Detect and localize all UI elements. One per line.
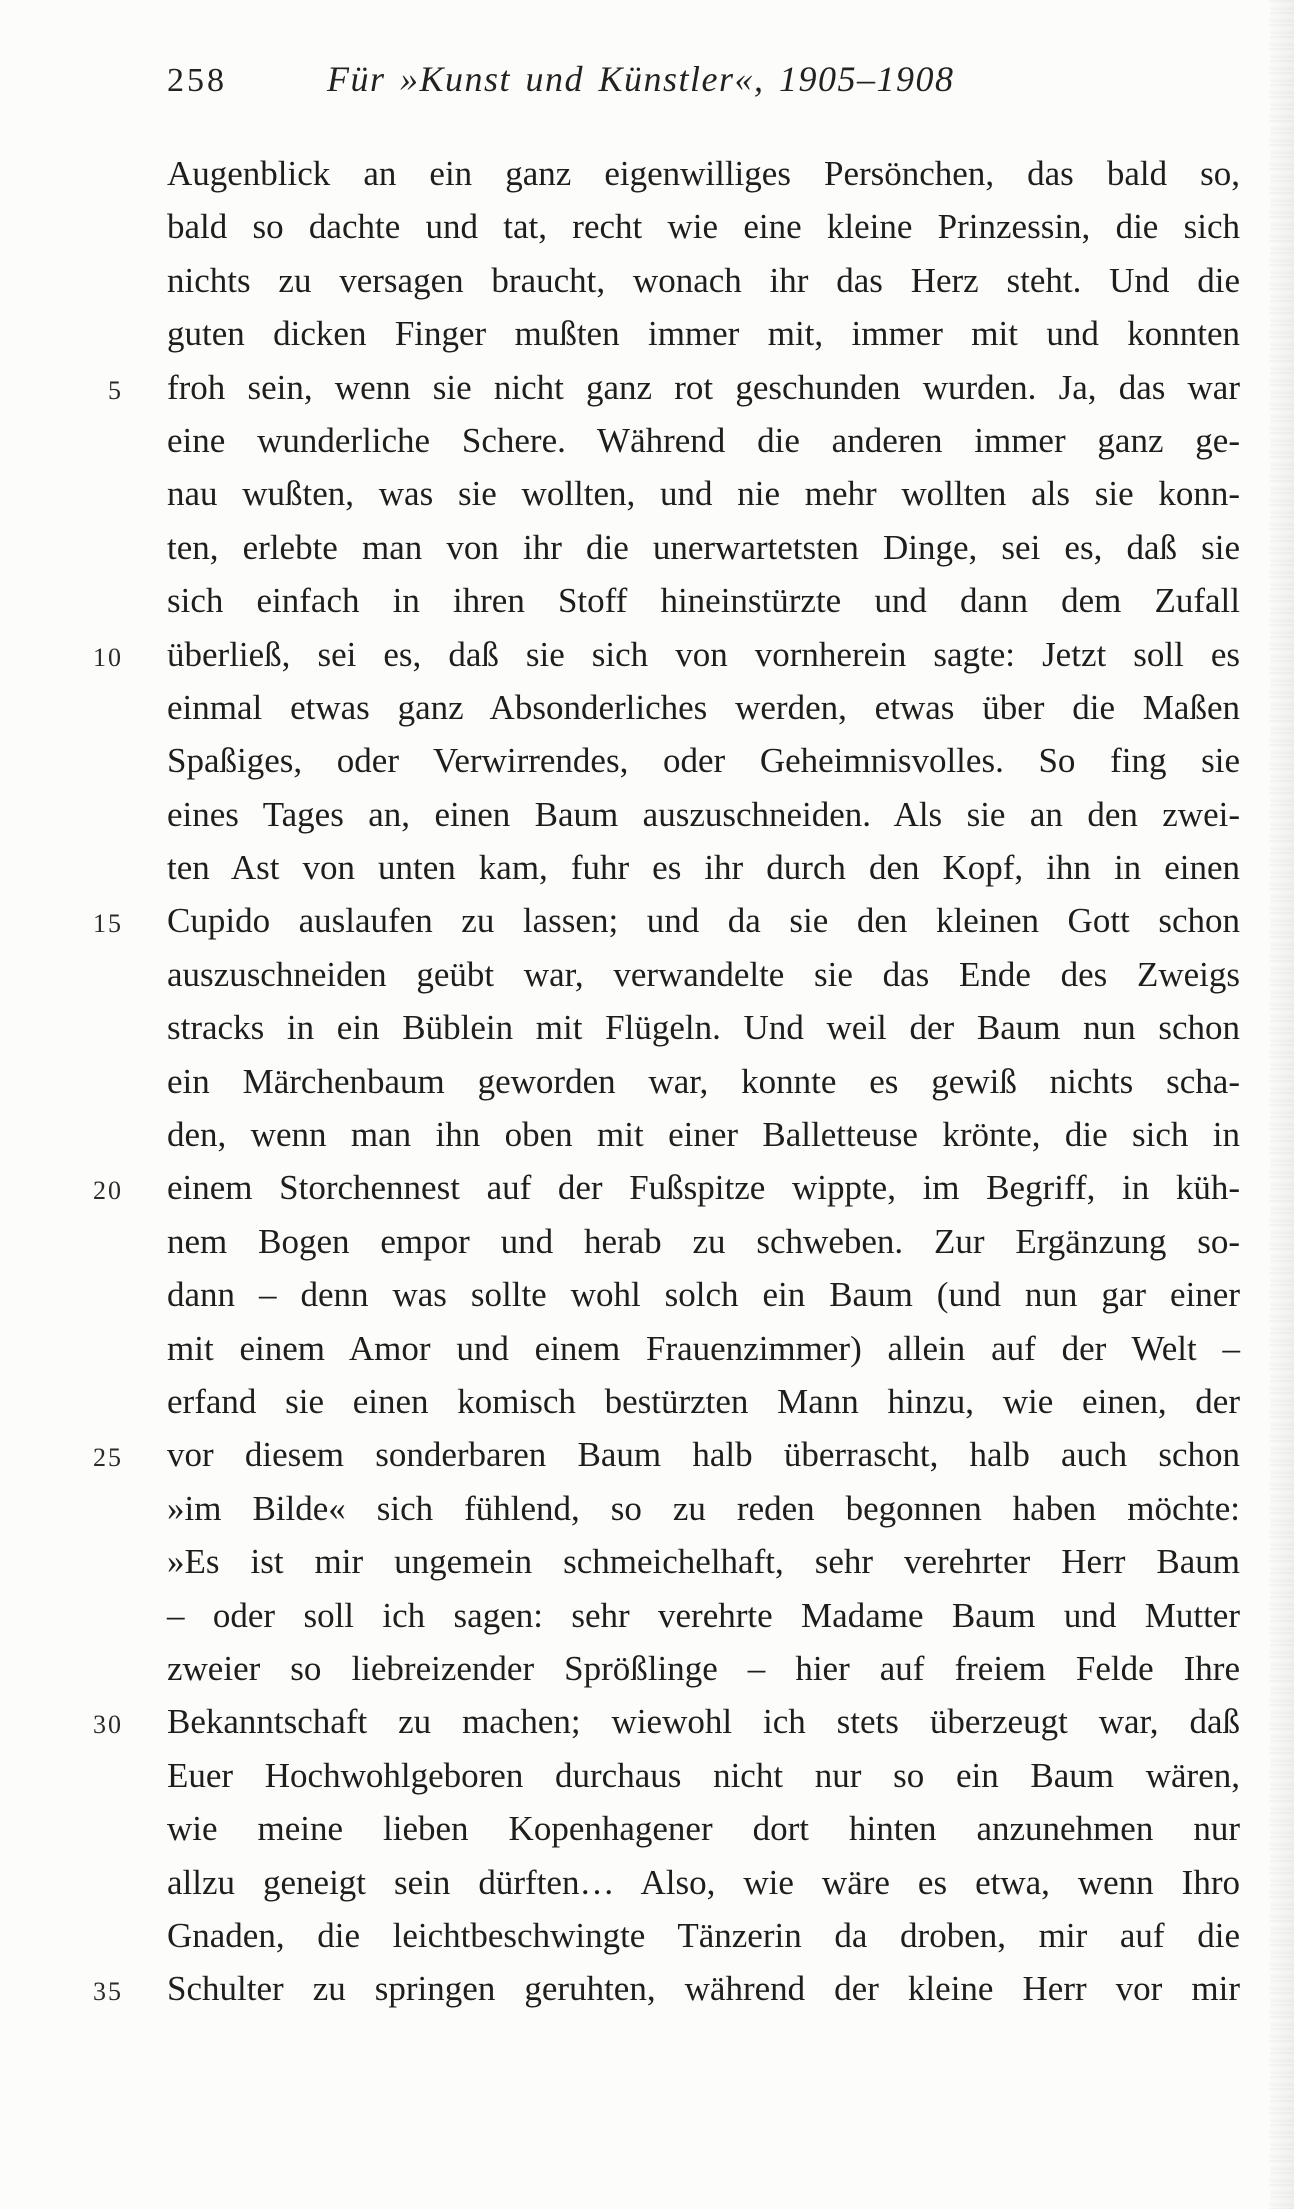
text-line	[0, 1535, 1294, 1588]
text-line	[0, 414, 1294, 467]
line-text: nem Bogen empor und herab zu schweben. Zur Ergänzung so-	[167, 1221, 1240, 1261]
text-line	[0, 574, 1294, 627]
text-line	[0, 1589, 1294, 1642]
line-text: bald so dachte und tat, recht wie eine kleine Prinzessin, die sich	[167, 207, 1240, 247]
line-text: auszuschneiden geübt war, verwandelte sie das Ende des Zweigs	[167, 954, 1240, 994]
text-line	[0, 948, 1294, 1001]
line-text: eines Tages an, einen Baum auszuschneiden. Als sie an den zwei-	[167, 794, 1240, 834]
line-text: »im Bilde« sich fühlend, so zu reden begonnen haben möchte:	[167, 1488, 1240, 1528]
running-title: Für »Kunst und Künstler«, 1905–1908	[327, 59, 955, 99]
line-text: ten, erlebte man von ihr die unerwartetsten Dinge, sei es, daß sie	[167, 527, 1240, 567]
line-text: allzu geneigt sein dürften… Also, wie wäre es etwa, wenn Ihro	[167, 1862, 1240, 1902]
line-number: 20	[93, 1176, 123, 1206]
text-line	[0, 147, 1294, 200]
text-line	[0, 1001, 1294, 1054]
text-line	[0, 1482, 1294, 1535]
text-line	[0, 734, 1294, 787]
line-text: wie meine lieben Kopenhagener dort hinten anzunehmen nur	[167, 1809, 1240, 1849]
text-line	[0, 1856, 1294, 1909]
line-text: Cupido auslaufen zu lassen; und da sie den kleinen Gott schon	[167, 901, 1240, 941]
line-number: 30	[93, 1710, 123, 1740]
line-text: Bekanntschaft zu machen; wiewohl ich stets überzeugt war, daß	[167, 1702, 1240, 1742]
text-line	[0, 521, 1294, 574]
text-line	[0, 1962, 1294, 2015]
text-line	[0, 307, 1294, 360]
line-number: 35	[93, 1977, 123, 2007]
scan-edge-noise	[1270, 0, 1294, 2209]
line-text: ten Ast von unten kam, fuhr es ihr durch den Kopf, ihn in einen	[167, 848, 1240, 888]
text-line	[0, 1322, 1294, 1375]
text-line	[0, 1215, 1294, 1268]
text-line	[0, 1909, 1294, 1962]
page-number: 258	[167, 62, 227, 99]
text-line	[0, 1375, 1294, 1428]
line-number: 15	[93, 909, 123, 939]
text-line	[0, 681, 1294, 734]
line-text: ein Märchenbaum geworden war, konnte es gewiß nichts scha-	[167, 1061, 1240, 1101]
line-text: – oder soll ich sagen: sehr verehrte Madame Baum und Mutter	[167, 1595, 1240, 1635]
line-text: Spaßiges, oder Verwirrendes, oder Geheimnisvolles. So fing sie	[167, 741, 1240, 781]
line-text: Euer Hochwohlgeboren durchaus nicht nur so ein Baum wären,	[167, 1755, 1240, 1795]
line-text: Gnaden, die leichtbeschwingte Tänzerin da droben, mir auf die	[167, 1915, 1240, 1955]
line-text: eine wunderliche Schere. Während die anderen immer ganz ge-	[167, 420, 1240, 460]
text-line	[0, 788, 1294, 841]
line-text: den, wenn man ihn oben mit einer Balletteuse krönte, die sich in	[167, 1115, 1240, 1155]
line-text: dann – denn was sollte wohl solch ein Baum (und nun gar einer	[167, 1275, 1240, 1315]
page-header	[167, 58, 955, 100]
line-text: mit einem Amor und einem Frauenzimmer) allein auf der Welt –	[167, 1328, 1240, 1368]
line-text: vor diesem sonderbaren Baum halb überrascht, halb auch schon	[167, 1435, 1240, 1475]
text-line	[0, 1642, 1294, 1695]
text-line	[0, 200, 1294, 253]
text-line	[0, 1695, 1294, 1748]
line-number: 25	[93, 1443, 123, 1473]
text-line	[0, 1802, 1294, 1855]
line-text: guten dicken Finger mußten immer mit, immer mit und konnten	[167, 314, 1240, 354]
text-line	[0, 841, 1294, 894]
text-block	[0, 147, 1294, 2016]
line-text: zweier so liebreizender Sprößlinge – hier auf freiem Felde Ihre	[167, 1648, 1240, 1688]
text-line	[0, 1268, 1294, 1321]
text-line	[0, 1428, 1294, 1481]
text-line	[0, 1108, 1294, 1161]
line-number: 10	[93, 642, 123, 672]
text-line	[0, 361, 1294, 414]
line-text: einmal etwas ganz Absonderliches werden, etwas über die Maßen	[167, 687, 1240, 727]
line-text: Augenblick an ein ganz eigenwilliges Persönchen, das bald so,	[167, 154, 1240, 193]
line-text: Schulter zu springen geruhten, während der kleine Herr vor mir	[167, 1969, 1240, 2009]
line-text: nichts zu versagen braucht, wonach ihr das Herz steht. Und die	[167, 260, 1240, 300]
text-line	[0, 254, 1294, 307]
text-line	[0, 1055, 1294, 1108]
line-text: überließ, sei es, daß sie sich von vornherein sagte: Jetzt soll es	[167, 634, 1240, 674]
text-line	[0, 467, 1294, 520]
text-line	[0, 1161, 1294, 1214]
text-line	[0, 628, 1294, 681]
line-text: »Es ist mir ungemein schmeichelhaft, sehr verehrter Herr Baum	[167, 1542, 1240, 1582]
line-text: einem Storchennest auf der Fußspitze wippte, im Begriff, in küh-	[167, 1168, 1240, 1208]
line-number: 5	[108, 375, 123, 405]
line-text: froh sein, wenn sie nicht ganz rot geschunden wurden. Ja, das war	[167, 367, 1240, 407]
line-text: erfand sie einen komisch bestürzten Mann hinzu, wie einen, der	[167, 1381, 1240, 1421]
text-line	[0, 894, 1294, 947]
line-text: sich einfach in ihren Stoff hineinstürzte und dann dem Zufall	[167, 581, 1240, 621]
line-text: stracks in ein Büblein mit Flügeln. Und weil der Baum nun schon	[167, 1008, 1240, 1048]
line-text: nau wußten, was sie wollten, und nie mehr wollten als sie konn-	[167, 474, 1240, 514]
text-line	[0, 1749, 1294, 1802]
